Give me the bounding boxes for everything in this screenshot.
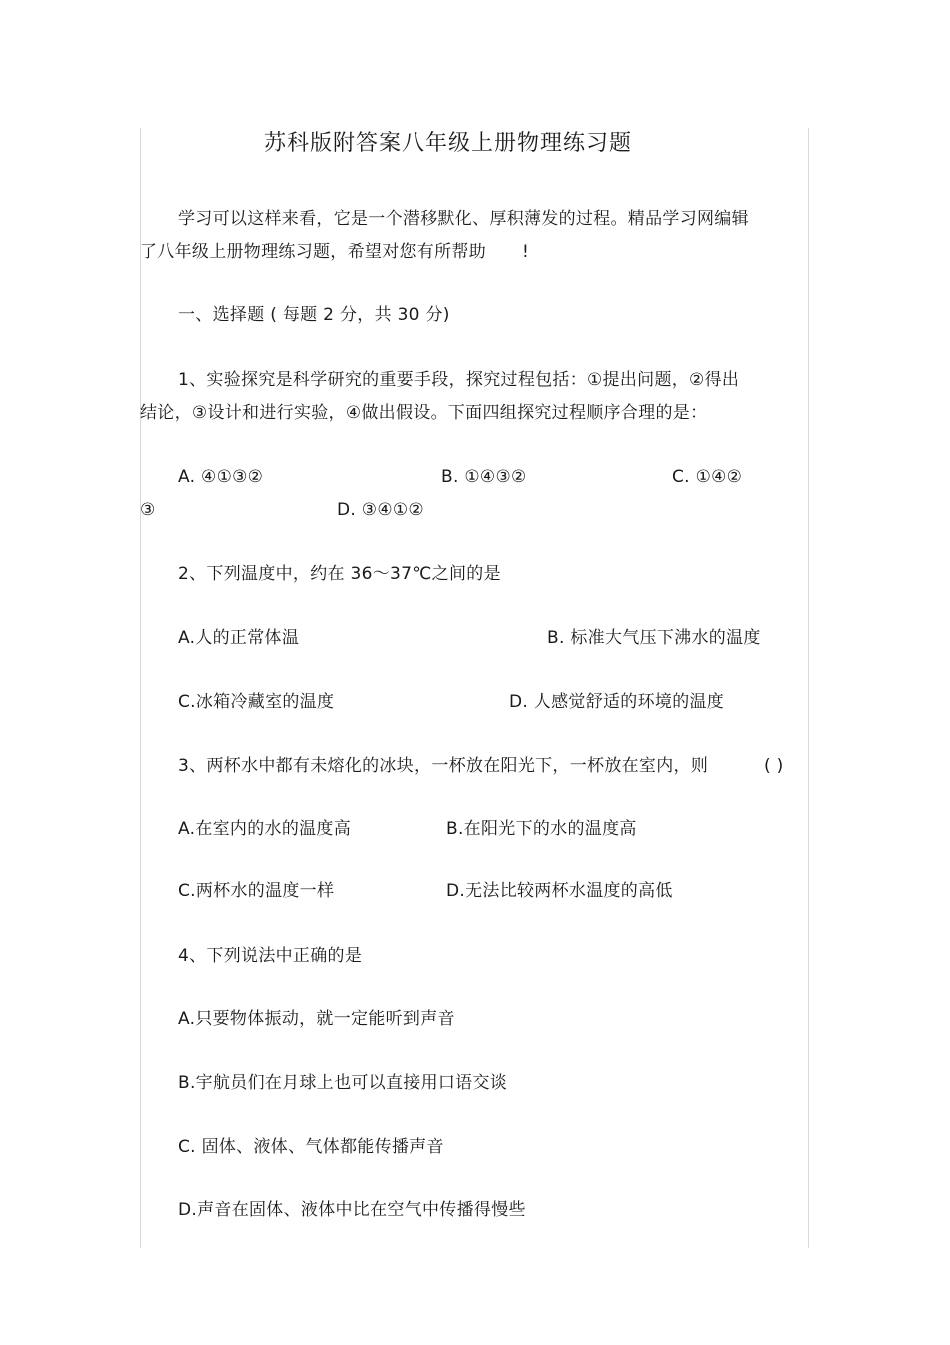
q2-stem: 2、下列温度中，约在 36～37℃之间的是 [178,564,501,584]
q3-option-a: A.在室内的水的温度高 [178,819,352,839]
page-right-border [808,128,809,1248]
intro-paragraph-line1: 学习可以这样来看，它是一个潜移默化、厚积薄发的过程。精品学习网编辑 [178,209,749,229]
q3-option-d: D.无法比较两杯水温度的高低 [446,881,673,901]
page-left-border [140,128,141,1248]
q4-option-b: B.宇航员们在月球上也可以直接用口语交谈 [178,1073,508,1093]
q2-option-b: B. 标准大气压下沸水的温度 [547,628,761,648]
q2-option-c: C.冰箱冷藏室的温度 [178,692,335,712]
q2-option-a: A.人的正常体温 [178,628,300,648]
q3-answer-paren: ( ) [764,756,784,776]
q2-option-d: D. 人感觉舒适的环境的温度 [509,692,725,712]
q4-option-c: C. 固体、液体、气体都能传播声音 [178,1137,444,1157]
q1-stem-line1: 1、实验探究是科学研究的重要手段，探究过程包括：①提出问题，②得出 [178,370,740,390]
q3-option-c: C.两杯水的温度一样 [178,881,335,901]
q4-option-a: A.只要物体振动，就一定能听到声音 [178,1009,455,1029]
q4-option-d: D.声音在固体、液体中比在空气中传播得慢些 [178,1200,526,1220]
q3-option-b: B.在阳光下的水的温度高 [446,819,637,839]
section-heading-choice: 一、选择题 ( 每题 2 分，共 30 分) [178,305,450,325]
q1-option-c: C. ①④② [672,467,743,487]
q1-option-d: D. ③④①② [337,500,424,520]
intro-exclamation: ! [522,242,530,262]
document-title: 苏科版附答案八年级上册物理练习题 [264,131,633,156]
q1-option-b: B. ①④③② [441,467,527,487]
q1-option-c-wrap: ③ [140,500,156,520]
q3-stem: 3、两杯水中都有未熔化的冰块，一杯放在阳光下，一杯放在室内，则 [178,756,709,776]
intro-paragraph-line2: 了八年级上册物理练习题，希望对您有所帮助 [140,242,486,262]
q1-stem-line2: 结论，③设计和进行实验，④做出假设。下面四组探究过程顺序合理的是： [140,403,708,423]
q4-stem: 4、下列说法中正确的是 [178,946,363,966]
q1-option-a: A. ④①③② [178,467,264,487]
